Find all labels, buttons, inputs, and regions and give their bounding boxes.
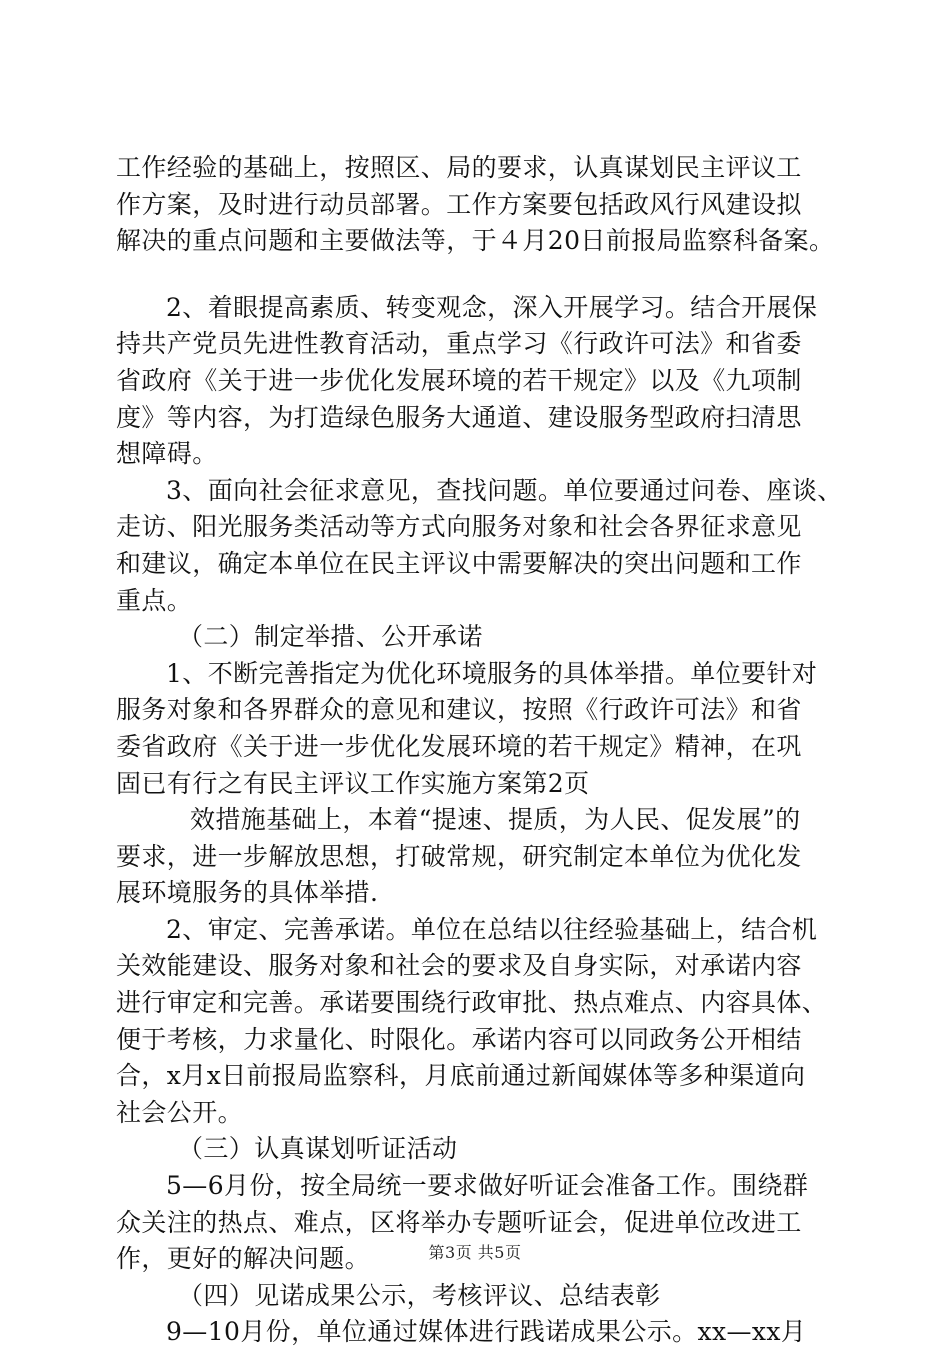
text-line: 2、审定、完善承诺。单位在总结以往经验基础上，结合机 <box>166 914 818 944</box>
text-line: 1、不断完善指定为优化环境服务的具体举措。单位要针对 <box>166 658 818 688</box>
text-line: 2、着眼提高素质、转变观念，深入开展学习。结合开展保 <box>166 292 818 322</box>
text-line: 走访、阳光服务类活动等方式向服务对象和社会各界征求意见 <box>116 512 802 542</box>
text-line: 服务对象和各界群众的意见和建议，按照《行政许可法》和省 <box>116 695 802 725</box>
text-line: 省政府《关于进一步优化发展环境的若干规定》以及《九项制 <box>116 365 802 395</box>
text-line: 合，x月x日前报局监察科，月底前通过新闻媒体等多种渠道向 <box>116 1061 806 1091</box>
text-line: 解决的重点问题和主要做法等，于４月20日前报局监察科备案。 <box>116 226 835 256</box>
text-line: 委省政府《关于进一步优化发展环境的若干规定》精神，在巩 <box>116 731 802 761</box>
text-line: 便于考核，力求量化、时限化。承诺内容可以同政务公开相结 <box>116 1024 802 1054</box>
document-body <box>116 150 846 1351</box>
section-heading: （四）见诺成果公示，考核评议、总结表彰 <box>178 1280 661 1310</box>
text-line: 度》等内容，为打造绿色服务大通道、建设服务型政府扫清思 <box>116 402 802 432</box>
text-line: 众关注的热点、难点，区将举办专题听证会，促进单位改进工 <box>116 1207 802 1237</box>
text-line: 作方案，及时进行动员部署。工作方案要包括政风行风建设拟 <box>116 189 802 219</box>
text-line: 效措施基础上，本着“提速、提质，为人民、促发展”的 <box>190 805 801 835</box>
text-line: 9—10月份，单位通过媒体进行践诺成果公示。xx—xx月 <box>166 1317 807 1347</box>
text-line: 要求，进一步解放思想，打破常规，研究制定本单位为优化发 <box>116 841 802 871</box>
text-line: 和建议，确定本单位在民主评议中需要解决的突出问题和工作 <box>116 548 802 578</box>
text-line: 5—6月份，按全局统一要求做好听证会准备工作。围绕群 <box>166 1171 809 1201</box>
text-line: 作，更好的解决问题。 <box>116 1244 371 1274</box>
text-line: 工作经验的基础上，按照区、局的要求，认真谋划民主评议工 <box>116 153 802 182</box>
text-line: 社会公开。 <box>116 1097 244 1127</box>
section-heading: （三）认真谋划听证活动 <box>178 1134 458 1164</box>
text-line: 关效能建设、服务对象和社会的要求及自身实际，对承诺内容 <box>116 951 802 981</box>
text-line: 展环境服务的具体举措. <box>116 878 379 908</box>
text-line: 重点。 <box>116 585 193 615</box>
text-line: 进行审定和完善。承诺要围绕行政审批、热点难点、内容具体、 <box>116 988 828 1018</box>
text-line: 想障碍。 <box>116 439 218 469</box>
section-heading: （二）制定举措、公开承诺 <box>178 622 483 652</box>
page-footer: 第3页 共5页 <box>428 1243 522 1262</box>
paragraph-gap <box>116 260 846 290</box>
text-line: 3、面向社会征求意见，查找问题。单位要通过问卷、座谈、 <box>166 475 843 505</box>
text-line: 固已有行之有民主评议工作实施方案第2页 <box>116 768 590 798</box>
text-line: 持共产党员先进性教育活动，重点学习《行政许可法》和省委 <box>116 329 802 359</box>
